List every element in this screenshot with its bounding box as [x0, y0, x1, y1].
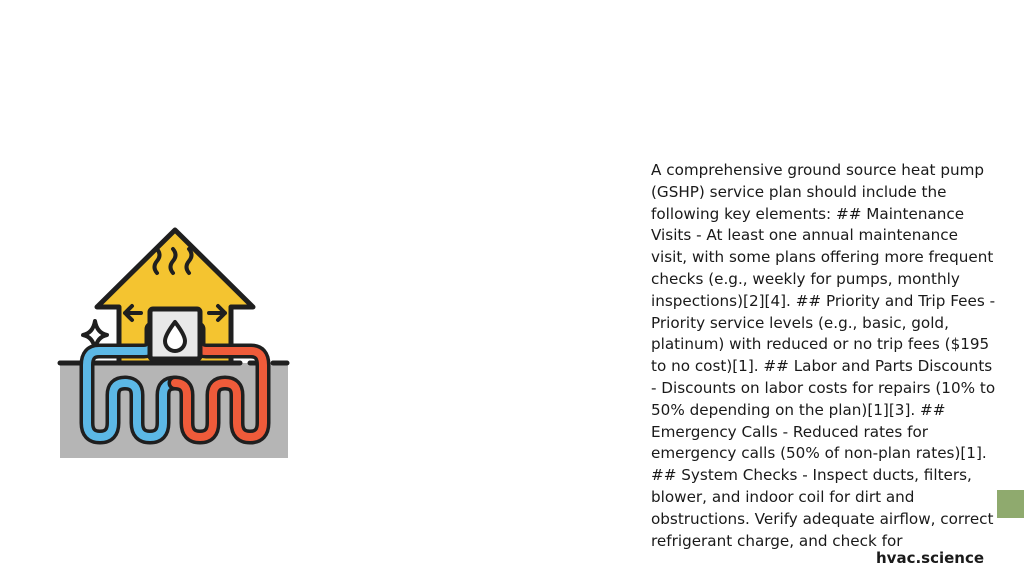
geothermal-house-icon	[55, 225, 295, 465]
accent-block	[997, 490, 1024, 518]
site-label: hvac.science	[876, 549, 985, 567]
article-body: A comprehensive ground source heat pump (GSHP) service plan should include the following key elements: ## Maintenance Visits - At least one annual maintenance visit, with some plans offering more frequent checks (e.g., weekly for pumps, monthly inspections)[2][4]. ## Priority and Trip Fees - Priority service levels (e.g., basic, gold, platinum) with reduced or no trip fees ($195 to no cost)[1]. ## Labor and Parts Discounts - Discounts on labor costs for repairs (10% to 50% depending on the plan)[1][3]. ## Emergency Calls - Reduced rates for emergency calls (50% of non-plan rates)[1]. ## System Checks - Inspect ducts, filters, blower, and indoor coil for dirt and obstructions. Verify adequate airflow, correct refrigerant charge, and check for	[651, 161, 996, 550]
